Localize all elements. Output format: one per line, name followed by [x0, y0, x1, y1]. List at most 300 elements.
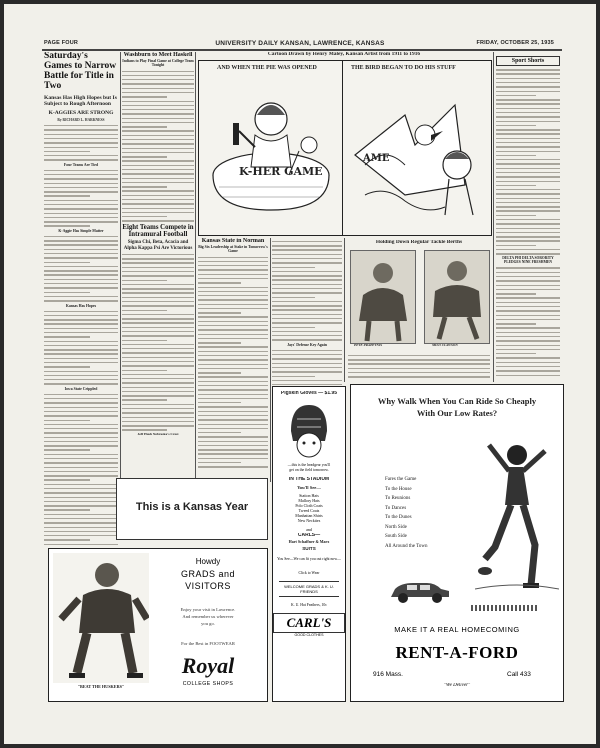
section-subhead: Four Teams Are Tied [63, 162, 99, 167]
text-line [122, 297, 194, 298]
text-line [272, 241, 342, 242]
text-line [44, 522, 118, 523]
text-line [122, 412, 194, 413]
carls-text: CARLS— [297, 533, 321, 538]
text-line [272, 367, 342, 368]
text-line [44, 266, 118, 267]
text-line [44, 518, 118, 519]
homecoming-text: MAKE IT A REAL HOMECOMING [394, 625, 520, 634]
text-line [44, 213, 118, 214]
sport-shorts-column [496, 56, 560, 382]
text-line [44, 345, 118, 346]
intramural-headline: Eight Teams Compete in Intramural Football [122, 223, 194, 238]
text-line [198, 257, 268, 258]
fit-out-text: You See—We can fit you out right now— [277, 557, 341, 561]
text-line [122, 348, 194, 349]
header-rule [42, 49, 562, 51]
text-line [122, 382, 194, 383]
text-line [496, 370, 560, 371]
stadium-list [273, 493, 345, 523]
text-line [496, 357, 560, 358]
route-item: All Around the Town [385, 543, 428, 549]
text-line [122, 75, 194, 76]
text-line [44, 296, 118, 297]
lead-byline: By RICHARD L. HARKNESS [57, 118, 105, 123]
text-line [122, 101, 194, 102]
text-line [272, 279, 342, 280]
text-line [496, 146, 560, 147]
text-line [496, 78, 560, 79]
text-line [122, 310, 167, 311]
text-line [44, 315, 118, 316]
text-line [44, 398, 118, 399]
text-line [44, 462, 118, 463]
text-line [496, 253, 560, 254]
intramural-subhead: Sigma Chi, Beta, Acacia and Alpha Kappa Psi Are Victorious [123, 240, 193, 251]
text-line [122, 122, 194, 123]
text-line [122, 109, 194, 110]
text-line [44, 475, 118, 476]
text-line [122, 182, 194, 183]
text-line [122, 301, 194, 302]
text-line [122, 262, 194, 263]
stadium-item: Mallory Hats [298, 498, 320, 503]
text-line [272, 309, 342, 310]
text-line [198, 329, 268, 330]
text-line [496, 349, 560, 350]
text-line [496, 198, 560, 199]
text-line [496, 108, 560, 109]
kicker-illustration [475, 435, 559, 591]
text-line [272, 354, 342, 355]
stadium-item: Polo Cloth Coats [295, 503, 323, 508]
text-line [496, 289, 560, 290]
text-line [44, 484, 118, 485]
text-line [496, 272, 560, 273]
text-line [122, 421, 194, 422]
footwear-line: For the Best in FOOTWEAR [181, 641, 235, 646]
text-line [272, 318, 342, 319]
column-divider [270, 238, 271, 482]
text-line [122, 344, 194, 345]
text-line [198, 274, 268, 275]
text-line [122, 143, 194, 144]
text-line [122, 275, 194, 276]
text-line [44, 147, 118, 148]
text-line [44, 479, 90, 480]
text-line [496, 82, 560, 83]
text-line [122, 258, 194, 259]
text-line [44, 432, 118, 433]
college-shops-text: COLLEGE SHOPS [182, 681, 234, 687]
text-line [44, 249, 118, 250]
carls-logo-sub: GOOD CLOTHES [294, 633, 324, 637]
hat-feathers-text: K. U. Hat Feathers, 10c [291, 603, 327, 607]
text-line [198, 411, 268, 412]
ad-body-1: Enjoy your visit in Lawrence. [180, 607, 236, 612]
text-line [272, 376, 315, 377]
text-line [122, 135, 194, 136]
text-line [198, 428, 268, 429]
text-line [198, 325, 268, 326]
text-line [496, 155, 536, 156]
text-line [496, 215, 536, 216]
text-line [44, 170, 118, 171]
text-line [198, 419, 268, 420]
text-line [44, 155, 118, 156]
text-line [44, 200, 118, 201]
text-line [496, 336, 560, 337]
text-line [44, 458, 118, 459]
text-line [272, 254, 342, 255]
stadium-item: New Neckties [297, 518, 321, 523]
text-line [198, 453, 268, 454]
text-line [122, 130, 194, 131]
text-line [496, 116, 560, 117]
text-line [496, 210, 560, 211]
text-line [496, 91, 560, 92]
text-line [44, 362, 118, 363]
illegible-body-text [496, 69, 560, 254]
ford-headline-2: With Our Low Rates? [416, 409, 498, 418]
route-item: To Reunions [385, 496, 411, 501]
illegible-body-text [122, 71, 194, 222]
text-line [44, 287, 118, 288]
text-line [44, 332, 118, 333]
svg-text:AME: AME [363, 153, 390, 164]
ad-body-2: And remember us wherever [182, 614, 234, 619]
carls-ad [272, 386, 346, 702]
text-line [122, 292, 194, 293]
norman-subhead: Big Six Leadership at Stake in Tomorrow's Game [198, 245, 268, 254]
text-line [198, 368, 268, 369]
text-line [122, 220, 194, 221]
jays-defense-subhead: Jays' Defense Key Again [287, 342, 327, 347]
text-line [44, 535, 118, 536]
text-line [198, 441, 268, 442]
text-line [44, 375, 118, 376]
text-line [122, 152, 194, 153]
washburn-headline: Washburn to Meet Haskell [123, 52, 193, 58]
text-line [122, 148, 194, 149]
cartoon-panel [198, 60, 492, 236]
kansas-year-ad [116, 478, 268, 540]
bird-illustration [345, 75, 489, 233]
text-line [44, 236, 118, 237]
photo-caption: Jeff Hush Nebraska's Crest [137, 431, 179, 436]
text-line [272, 292, 342, 293]
hart-schaffner-text: Hart Schaffner & Marx [288, 540, 330, 544]
sport-shorts-title: Sport Shorts [496, 56, 560, 66]
text-line [496, 297, 560, 298]
text-line [496, 142, 560, 143]
illegible-body-text [198, 257, 268, 468]
text-line [198, 398, 268, 399]
and-text: and [306, 527, 312, 532]
text-line [198, 462, 241, 463]
cartoon-credit: Cartoon Drawn by Henry Maley, Kansan Artist from 1911 to 1916 [267, 52, 421, 57]
text-line [198, 364, 268, 365]
text-line [496, 181, 560, 182]
text-line [198, 334, 268, 335]
text-line [272, 322, 342, 323]
text-line [44, 407, 118, 408]
text-line [496, 293, 536, 294]
route-item: To the Dunes [385, 515, 412, 520]
text-line [198, 381, 268, 382]
text-line [496, 306, 560, 307]
text-line [122, 156, 167, 157]
text-line [44, 270, 118, 271]
text-line [198, 287, 268, 288]
text-line [198, 342, 241, 343]
text-line [44, 204, 118, 205]
text-line [198, 415, 268, 416]
text-line [44, 371, 118, 372]
text-line [122, 408, 194, 409]
text-line [122, 71, 194, 72]
text-line [44, 129, 118, 130]
text-line [122, 79, 194, 80]
text-line [198, 458, 268, 459]
sorority-subhead: DELTA PHI DELTA SORORITY PLEDGES NINE FRESHMEN [502, 255, 554, 264]
route-item: To Dances [385, 505, 407, 511]
text-line [272, 288, 342, 289]
route-item: South Side [385, 534, 407, 539]
ford-route-list [385, 475, 475, 551]
text-line [44, 514, 118, 515]
text-line [496, 163, 560, 164]
text-line [348, 372, 490, 373]
text-line [198, 359, 268, 360]
cartoon-divider [342, 61, 343, 235]
text-line [496, 86, 560, 87]
text-line [496, 206, 560, 207]
text-line [496, 185, 536, 186]
text-line [496, 319, 560, 320]
car-illustration [387, 577, 453, 605]
text-line [198, 389, 268, 390]
text-line [272, 314, 342, 315]
text-line [122, 199, 194, 200]
text-line [122, 169, 194, 170]
text-line [122, 391, 194, 392]
text-line [122, 284, 194, 285]
royal-shops-ad [48, 548, 268, 702]
tackle-caption [348, 352, 490, 380]
text-line [272, 335, 342, 336]
text-line [496, 223, 560, 224]
text-line [348, 376, 490, 377]
text-line [496, 151, 560, 152]
text-line [122, 126, 167, 127]
text-line [122, 216, 167, 217]
text-line [198, 376, 268, 377]
illegible-body-text [44, 394, 118, 545]
text-line [198, 321, 268, 322]
text-line [44, 527, 118, 528]
text-line [496, 168, 560, 169]
football-player-photo [53, 553, 149, 683]
text-line [44, 445, 118, 446]
text-line [496, 176, 560, 177]
text-line [348, 363, 490, 364]
text-line [44, 441, 118, 442]
suits-text: SUITS [302, 546, 316, 551]
paper-title: UNIVERSITY DAILY KANSAN, LAWRENCE, KANSAS [215, 40, 385, 47]
player-name-right: MILO CLAWSON [432, 344, 458, 347]
grass-strip [471, 605, 539, 611]
text-line [496, 353, 536, 354]
text-line [122, 113, 194, 114]
text-line [198, 445, 268, 446]
ad-body-3: you go. [201, 621, 215, 626]
newspaper-page [4, 4, 596, 744]
text-line [198, 278, 268, 279]
text-line [44, 195, 90, 196]
text-line [44, 283, 118, 284]
column-divider [195, 52, 196, 492]
text-line [122, 352, 194, 353]
grads-line: GRADS and [180, 569, 236, 579]
text-line [496, 219, 560, 220]
text-line [198, 385, 268, 386]
text-line [122, 165, 194, 166]
text-line [44, 217, 118, 218]
text-line [122, 92, 194, 93]
route-item: Fares the Game [385, 477, 417, 482]
text-line [272, 275, 342, 276]
text-line [348, 368, 490, 369]
text-line [272, 305, 342, 306]
text-line [198, 432, 241, 433]
text-line [496, 99, 560, 100]
text-line [44, 183, 118, 184]
text-line [496, 310, 560, 311]
text-line [44, 311, 118, 312]
text-line [272, 339, 342, 340]
text-line [122, 190, 194, 191]
rent-a-ford-ad [350, 384, 564, 702]
illegible-body-text [348, 355, 490, 378]
text-line [44, 402, 118, 403]
text-line [122, 327, 194, 328]
text-line [272, 301, 342, 302]
text-line [272, 331, 342, 332]
text-line [44, 341, 118, 342]
text-line [44, 191, 118, 192]
text-line [122, 378, 194, 379]
text-line [44, 208, 118, 209]
helmet-illustration [285, 401, 333, 461]
illegible-body-text [44, 125, 118, 161]
text-line [44, 142, 118, 143]
text-line [44, 336, 90, 337]
lead-kicker: K-AGGIES ARE STRONG [48, 110, 114, 117]
text-line [122, 404, 194, 405]
text-line [122, 365, 194, 366]
text-line [122, 361, 194, 362]
text-line [44, 253, 118, 254]
player-photo-left [350, 250, 416, 344]
illegible-body-text [44, 236, 118, 302]
text-line [122, 322, 194, 323]
text-line [496, 280, 560, 281]
text-line [198, 291, 268, 292]
text-line [44, 415, 118, 416]
text-line [496, 327, 560, 328]
ford-headline-1: Why Walk When You Can Ride So Cheaply [377, 397, 537, 406]
youll-see: You'll See— [297, 485, 321, 490]
text-line [122, 318, 194, 319]
illegible-body-text [44, 311, 118, 385]
text-line [44, 358, 118, 359]
text-line [198, 308, 268, 309]
text-line [44, 505, 118, 506]
text-line [122, 395, 194, 396]
text-line [496, 133, 560, 134]
text-line [44, 349, 118, 350]
text-line [496, 245, 536, 246]
route-item: North Side [385, 524, 407, 530]
text-line [496, 95, 536, 96]
text-line [122, 139, 194, 140]
text-line [122, 280, 167, 281]
text-line [122, 357, 194, 358]
text-line [272, 371, 342, 372]
visitors-line: VISITORS [185, 581, 231, 591]
text-line [496, 138, 560, 139]
text-line [122, 254, 194, 255]
stadium-title: IN THE STADIUM [288, 477, 330, 482]
text-line [496, 172, 560, 173]
text-line [272, 267, 315, 268]
illegible-body-text [272, 241, 342, 341]
text-line [272, 297, 315, 298]
text-line [272, 380, 342, 381]
text-line [44, 544, 118, 545]
text-line [272, 258, 342, 259]
text-line [44, 225, 90, 226]
gloves-title: Pigskin Gloves — $1.95 [280, 391, 338, 396]
text-line [44, 328, 118, 329]
text-line [198, 402, 241, 403]
text-line [198, 449, 268, 450]
text-line [348, 359, 490, 360]
text-line [44, 449, 90, 450]
text-line [44, 257, 118, 258]
norman-column-a [198, 238, 268, 482]
text-line [44, 471, 118, 472]
text-line [122, 417, 194, 418]
text-line [44, 134, 118, 135]
howdy-text: Howdy [195, 557, 221, 566]
text-line [198, 424, 268, 425]
text-line [272, 358, 342, 359]
issue-date: FRIDAY, OCTOBER 25, 1935 [476, 40, 554, 46]
text-line [44, 174, 118, 175]
text-line [122, 83, 194, 84]
column-2 [122, 52, 194, 492]
text-line [496, 159, 560, 160]
text-line [44, 221, 118, 222]
carls-logo: CARL'S [273, 613, 345, 633]
gloves-tagline-1: —this is the headgear you'll [287, 463, 331, 467]
text-line [122, 288, 194, 289]
text-line [44, 187, 118, 188]
text-line [496, 366, 560, 367]
text-line [122, 340, 167, 341]
